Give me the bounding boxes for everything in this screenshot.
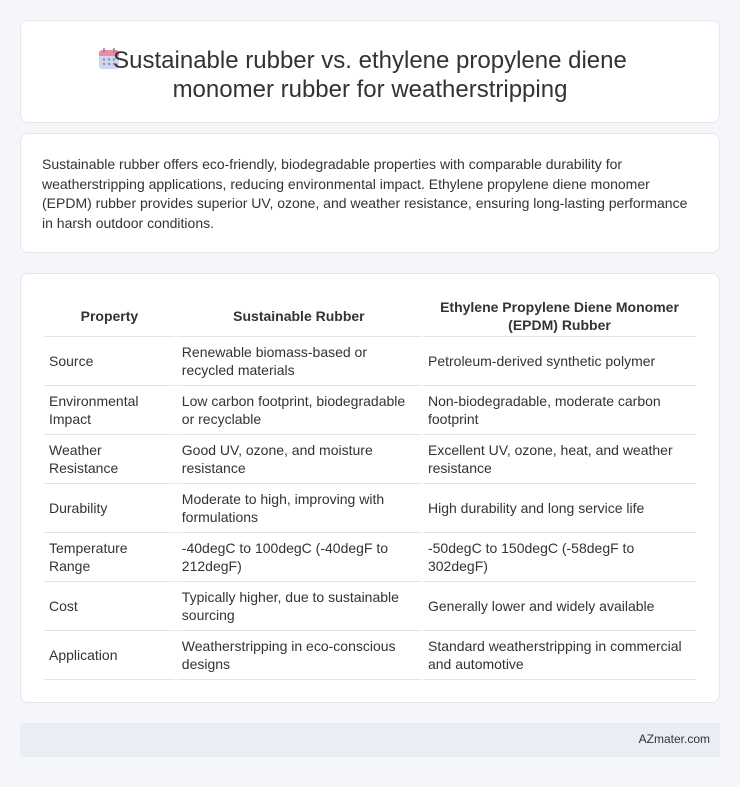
cell-property: Cost: [44, 582, 175, 631]
table-row: [44, 533, 696, 582]
table-header-row: [44, 295, 696, 337]
cell-sustainable: Moderate to high, improving with formulations: [177, 484, 421, 533]
page-title: [21, 46, 719, 104]
cell-sustainable: Good UV, ozone, and moisture resistance: [177, 435, 421, 484]
summary-card: [20, 133, 720, 253]
cell-epdm: Standard weatherstripping in commercial and automotive: [423, 631, 696, 680]
comparison-table-card: [20, 273, 720, 703]
cell-property: Temperature Range: [44, 533, 175, 582]
footer-site-link[interactable]: AZmater.com: [638, 732, 710, 746]
cell-epdm: High durability and long service life: [423, 484, 696, 533]
comparison-table: [42, 295, 698, 680]
cell-sustainable: Weatherstripping in eco-conscious designs: [177, 631, 421, 680]
cell-epdm: Non-biodegradable, moderate carbon footprint: [423, 386, 696, 435]
cell-property: Durability: [44, 484, 175, 533]
table-row: [44, 386, 696, 435]
cell-property: Application: [44, 631, 175, 680]
table-row: [44, 631, 696, 680]
footer: [20, 723, 720, 757]
cell-sustainable: Renewable biomass-based or recycled materials: [177, 337, 421, 386]
cell-epdm: Petroleum-derived synthetic polymer: [423, 337, 696, 386]
header-epdm-rubber: Ethylene Propylene Diene Monomer (EPDM) Rubber: [423, 295, 696, 337]
table-row: [44, 435, 696, 484]
cell-property: Environmental Impact: [44, 386, 175, 435]
cell-sustainable: Low carbon footprint, biodegradable or recyclable: [177, 386, 421, 435]
cell-epdm: Excellent UV, ozone, heat, and weather resistance: [423, 435, 696, 484]
cell-epdm: -50degC to 150degC (-58degF to 302degF): [423, 533, 696, 582]
cell-property: Weather Resistance: [44, 435, 175, 484]
table-row: [44, 484, 696, 533]
table-row: [44, 582, 696, 631]
cell-epdm: Generally lower and widely available: [423, 582, 696, 631]
page-title-text: Sustainable rubber vs. ethylene propylene diene monomer rubber for weatherstripping: [113, 47, 627, 103]
cell-property: Source: [44, 337, 175, 386]
summary-text: Sustainable rubber offers eco-friendly, biodegradable properties with comparable durability for weatherstripping applications, reducing environmental impact. Ethylene propylene diene monomer (EPDM) rubber provides superior UV, ozone, and weather resistance, ensuring long-lasting performance in harsh outdoor conditions.: [42, 156, 688, 231]
cell-sustainable: -40degC to 100degC (-40degF to 212degF): [177, 533, 421, 582]
header-sustainable-rubber: Sustainable Rubber: [177, 295, 421, 337]
table-row: [44, 337, 696, 386]
title-card: [20, 20, 720, 123]
header-property: Property: [44, 295, 175, 337]
cell-sustainable: Typically higher, due to sustainable sourcing: [177, 582, 421, 631]
